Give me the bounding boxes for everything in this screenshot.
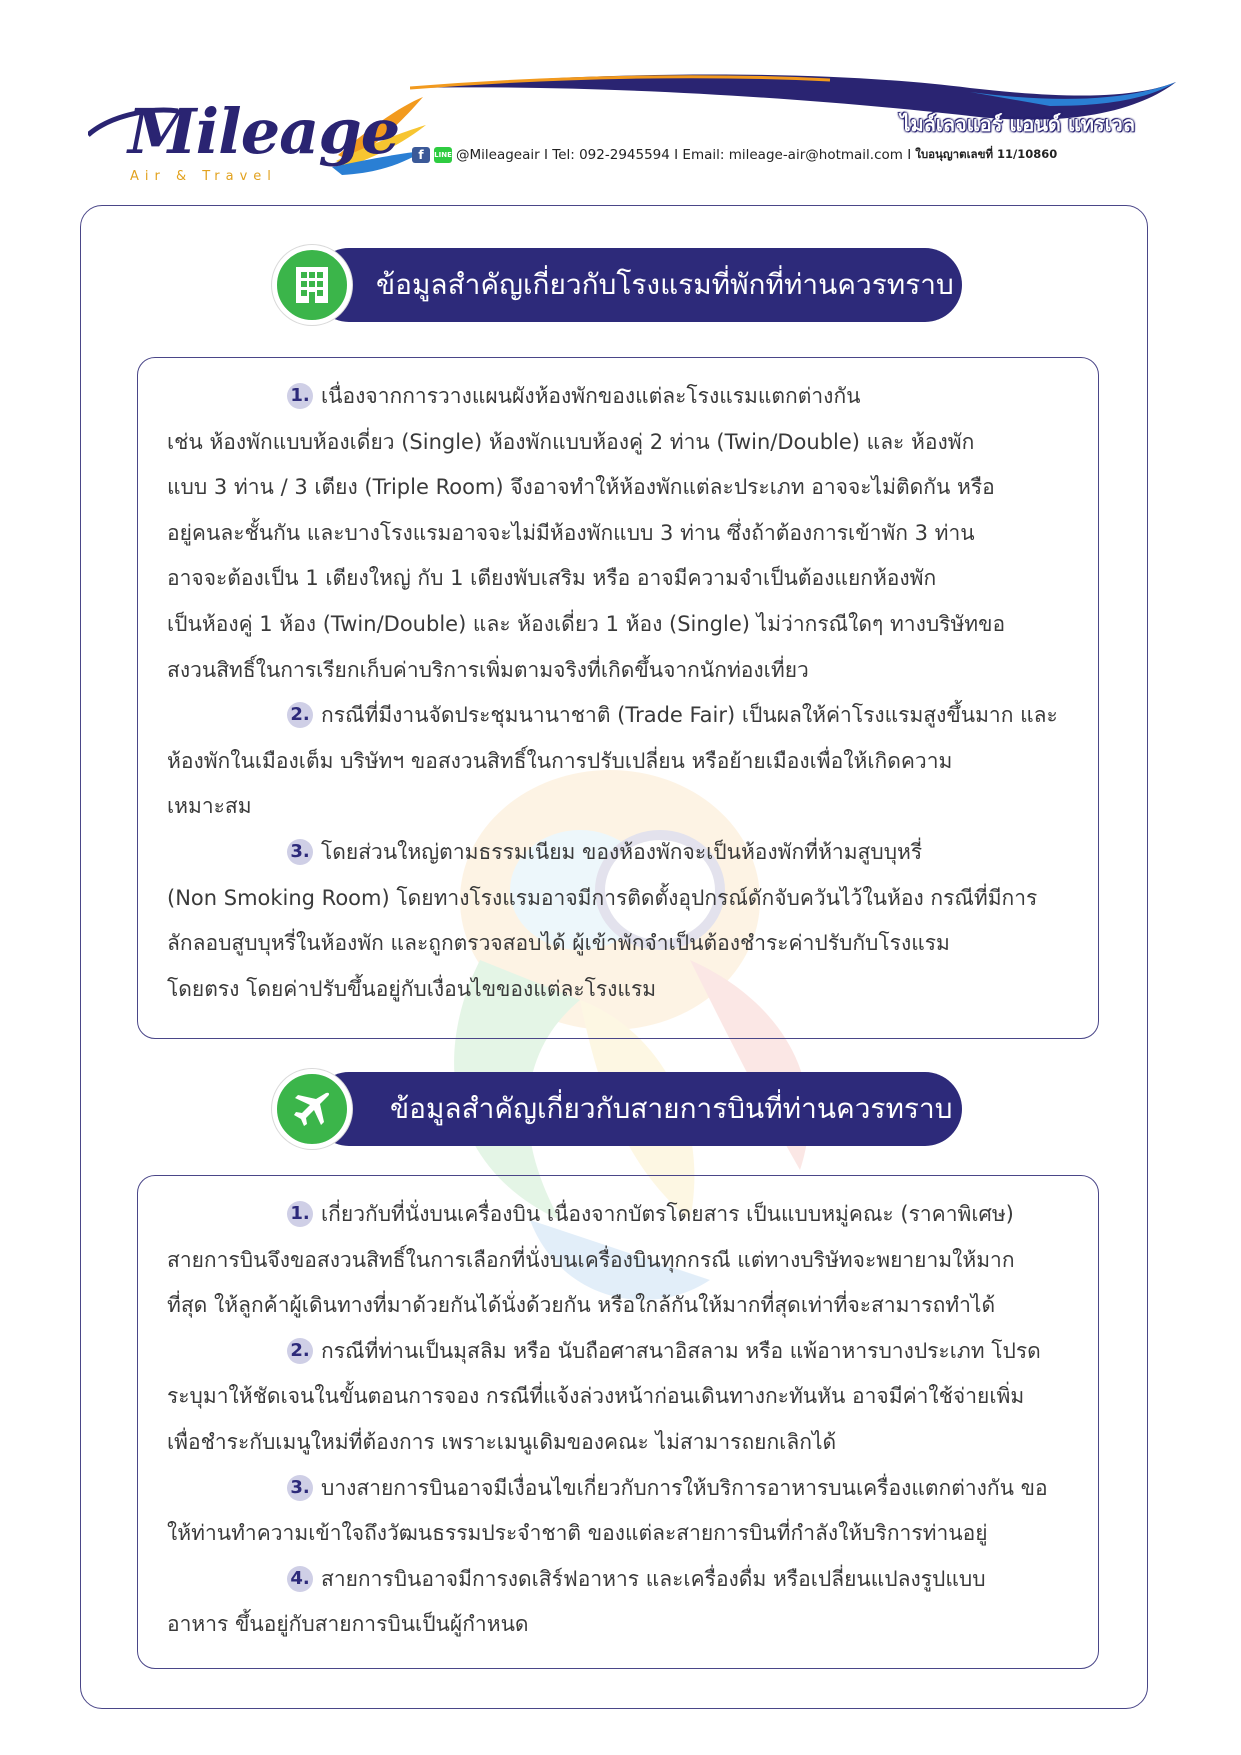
contact-info: @Mileageair I Tel: 092-2945594 I Email: mileage-air@hotmail.com I: [456, 147, 912, 163]
airline-item-2-line-1: 2. กรณีที่ท่านเป็นมุสลิม หรือ นับถือศาสนาอิสลาม หรือ แพ้อาหารบางประเภท โปรด: [167, 1329, 1048, 1375]
hotel-item-3-line-1: 3. โดยส่วนใหญ่ตามธรรมเนียม ของห้องพักจะเป็นห้องพักที่ห้ามสูบบุหรี่: [167, 830, 1058, 876]
hotel-item-2-line-2: ห้องพักในเมืองเต็ม บริษัทฯ ขอสงวนสิทธิ์ในการปรับเปลี่ยน หรือย้ายเมืองเพื่อให้เกิดความ: [167, 748, 953, 773]
item-number-badge: 2.: [287, 702, 313, 728]
item-number-badge: 1.: [287, 383, 313, 409]
airline-info-box: [137, 1175, 1099, 1669]
mileage-logo: [88, 95, 428, 195]
logo-subtitle: Air & Travel: [130, 169, 277, 184]
hotel-item-1-line-1: 1. เนื่องจากการวางแผนผังห้องพักของแต่ละโรงแรมแตกต่างกัน: [167, 374, 1058, 420]
airline-section-title: ข้อมูลสำคัญเกี่ยวกับสายการบินที่ท่านควรทราบ: [312, 1072, 962, 1146]
brand-thai-name: ไมล์เลจแอร์ แอนด์ แทรเวล: [900, 112, 1135, 136]
hotel-section-title: ข้อมูลสำคัญเกี่ยวกับโรงแรมที่พักที่ท่านควรทราบ: [312, 248, 962, 322]
airplane-icon: [272, 1069, 352, 1149]
airline-item-3-line-1: 3. บางสายการบินอาจมีเงื่อนไขเกี่ยวกับการให้บริการอาหารบนเครื่องแตกต่างกัน ขอ: [167, 1466, 1048, 1512]
contact-bar: [412, 144, 1057, 166]
hotel-item-3-line-4: โดยตรง โดยค่าปรับขึ้นอยู่กับเงื่อนไขของแต่ละโรงแรม: [167, 976, 657, 1001]
license-number: ใบอนุญาตเลขที่ 11/10860: [915, 147, 1058, 161]
airline-info-text: [167, 1192, 1048, 1648]
page-header: [0, 0, 1241, 200]
line-icon[interactable]: LINE: [434, 147, 452, 163]
facebook-icon[interactable]: f: [412, 147, 430, 163]
logo-wordmark: Mileage: [128, 95, 400, 168]
item-number-badge: 3.: [287, 1475, 313, 1501]
item-number-badge: 2.: [287, 1338, 313, 1364]
building-icon: [272, 245, 352, 325]
hotel-item-2-line-3: เหมาะสม: [167, 794, 252, 819]
item-number-badge: 1.: [287, 1201, 313, 1227]
hotel-info-box: [137, 357, 1099, 1039]
airline-section-banner: [272, 1072, 962, 1146]
hotel-item-1-line-2: เช่น ห้องพักแบบห้องเดี่ยว (Single) ห้องพักแบบห้องคู่ 2 ท่าน (Twin/Double) และ ห้องพัก: [167, 429, 975, 454]
airline-item-1-line-1: 1. เกี่ยวกับที่นั่งบนเครื่องบิน เนื่องจากบัตรโดยสาร เป็นแบบหมู่คณะ (ราคาพิเศษ): [167, 1192, 1048, 1238]
airline-item-4-line-2: อาหาร ขึ้นอยู่กับสายการบินเป็นผู้กำหนด: [167, 1612, 529, 1637]
hotel-item-3-line-2: (Non Smoking Room) โดยทางโรงแรมอาจมีการติดตั้งอุปกรณ์ดักจับควันไว้ในห้อง กรณีที่มีการ: [167, 885, 1038, 910]
hotel-section-banner: [272, 248, 962, 322]
hotel-item-1-line-7: สงวนสิทธิ์ในการเรียกเก็บค่าบริการเพิ่มตามจริงที่เกิดขึ้นจากนักท่องเที่ยว: [167, 657, 809, 682]
airline-item-1-line-2: สายการบินจึงขอสงวนสิทธิ์ในการเลือกที่นั่งบนเครื่องบินทุกกรณี แต่ทางบริษัทจะพยายามให้มาก: [167, 1247, 1015, 1272]
hotel-item-1-line-6: เป็นห้องคู่ 1 ห้อง (Twin/Double) และ ห้องเดี่ยว 1 ห้อง (Single) ไม่ว่ากรณีใดๆ ทางบริษัทขอ: [167, 611, 1006, 636]
airline-item-2-line-3: เพื่อชำระกับเมนูใหม่ที่ต้องการ เพราะเมนูเดิมของคณะ ไม่สามารถยกเลิกได้: [167, 1429, 837, 1454]
airline-item-4-line-1: 4. สายการบินอาจมีการงดเสิร์ฟอาหาร และเครื่องดื่ม หรือเปลี่ยนแปลงรูปแบบ: [167, 1557, 1048, 1603]
hotel-item-1-line-3: แบบ 3 ท่าน / 3 เตียง (Triple Room) จึงอาจทำให้ห้องพักแต่ละประเภท อาจจะไม่ติดกัน หรือ: [167, 475, 995, 500]
hotel-item-1-line-5: อาจจะต้องเป็น 1 เตียงใหญ่ กับ 1 เตียงพับเสริม หรือ อาจมีความจำเป็นต้องแยกห้องพัก: [167, 566, 937, 591]
item-number-badge: 3.: [287, 839, 313, 865]
airline-item-1-line-3: ที่สุด ให้ลูกค้าผู้เดินทางที่มาด้วยกันได้นั่งด้วยกัน หรือใกล้กันให้มากที่สุดเท่าที่จะสามารถทำได้: [167, 1293, 996, 1318]
airline-item-3-line-2: ให้ท่านทำความเข้าใจถึงวัฒนธรรมประจำชาติ ของแต่ละสายการบินที่กำลังให้บริการท่านอยู่: [167, 1521, 988, 1546]
item-number-badge: 4.: [287, 1566, 313, 1592]
hotel-item-3-line-3: ลักลอบสูบบุหรี่ในห้องพัก และถูกตรวจสอบได้ ผู้เข้าพักจำเป็นต้องชำระค่าปรับกับโรงแรม: [167, 931, 950, 956]
airline-item-2-line-2: ระบุมาให้ชัดเจนในขั้นตอนการจอง กรณีที่แจ้งล่วงหน้าก่อนเดินทางกะทันหัน อาจมีค่าใช้จ่ายเพิ่ม: [167, 1384, 1025, 1409]
hotel-info-text: [167, 374, 1058, 1012]
hotel-item-1-line-4: อยู่คนละชั้นกัน และบางโรงแรมอาจจะไม่มีห้องพักแบบ 3 ท่าน ซึ่งถ้าต้องการเข้าพัก 3 ท่าน: [167, 520, 975, 545]
hotel-item-2-line-1: 2. กรณีที่มีงานจัดประชุมนานาชาติ (Trade Fair) เป็นผลให้ค่าโรงแรมสูงขึ้นมาก และ: [167, 693, 1058, 739]
